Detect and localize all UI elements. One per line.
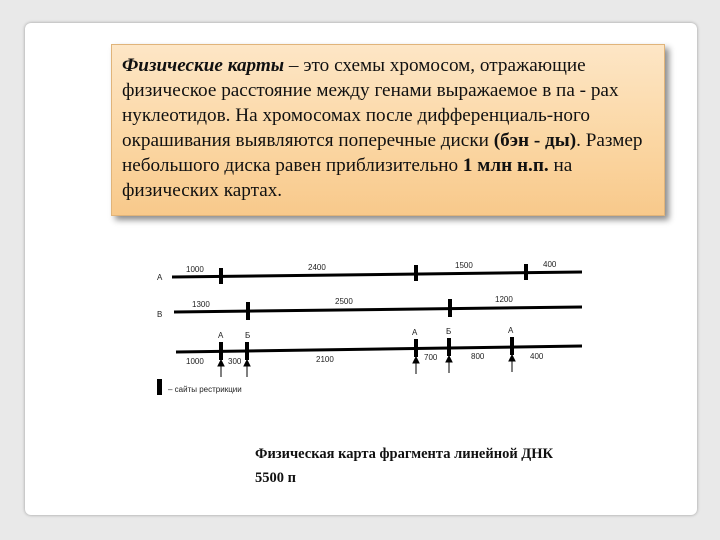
bands-term: (бэн - ды) <box>493 130 577 151</box>
arrow-up-icon <box>218 360 224 366</box>
site-letter: Б <box>446 327 452 336</box>
dna-line-combined <box>176 346 582 352</box>
site-mark <box>219 268 223 284</box>
caption-line-1: Физическая карта фрагмента линейной ДНК <box>255 446 554 462</box>
segment-label: 1000 <box>186 265 204 274</box>
segment-label: 700 <box>424 353 438 362</box>
site-mark <box>448 299 452 317</box>
site-mark <box>524 264 528 280</box>
legend-site-mark <box>157 379 162 395</box>
segment-label: 400 <box>530 352 544 361</box>
definition-text-box <box>111 44 665 216</box>
site-letter: A <box>508 326 514 335</box>
segment-label: 1200 <box>495 295 513 304</box>
arrow-up-icon <box>446 356 452 362</box>
arrow-up-icon <box>413 357 419 363</box>
dash: – <box>284 55 304 76</box>
dna-line-a <box>172 272 582 277</box>
site-mark <box>414 265 418 281</box>
segment-label: 800 <box>471 352 485 361</box>
arrow-up-icon <box>509 355 515 361</box>
dna-line-b <box>174 307 582 312</box>
segment-label: 1300 <box>192 300 210 309</box>
definition-part-3: на физических картах. <box>122 155 573 201</box>
definition-part-1: это схемы хромосом, отражающие физическое расстояние между генами выражаемое в па - рах нуклеотидов. На хромосомах после дифференциаль-ного окрашивания выявляются поперечные диски <box>122 55 619 151</box>
site-mark-a <box>219 342 223 360</box>
disk-size: 1 млн н.п. <box>462 155 549 176</box>
site-letter: A <box>412 328 418 337</box>
segment-label: 1000 <box>186 357 204 366</box>
definition-part-2: . Размер небольшого диска равен приблизительно <box>122 130 643 176</box>
segment-label: 2500 <box>335 297 353 306</box>
arrow-up-icon <box>244 360 250 366</box>
segment-label: 2400 <box>308 263 326 272</box>
row-label-a: A <box>157 273 163 282</box>
caption-line-2: 5500 п <box>255 470 296 486</box>
site-letter: A <box>218 331 224 340</box>
site-mark-b <box>447 338 451 356</box>
row-label-b: B <box>157 310 163 319</box>
site-letter: Б <box>245 331 251 340</box>
site-mark-a <box>510 337 514 355</box>
segment-label: 300 <box>228 357 242 366</box>
site-mark-b <box>245 342 249 360</box>
segment-label: 1500 <box>455 261 473 270</box>
segment-label: 2100 <box>316 355 334 364</box>
figure-caption <box>255 442 635 490</box>
legend-text: – сайты рестрикции <box>168 385 242 394</box>
site-mark-a <box>414 339 418 357</box>
physical-map-figure <box>150 258 590 408</box>
term-physical-maps: Физические карты <box>122 55 285 76</box>
segment-label: 400 <box>543 260 557 269</box>
site-mark <box>246 302 250 320</box>
